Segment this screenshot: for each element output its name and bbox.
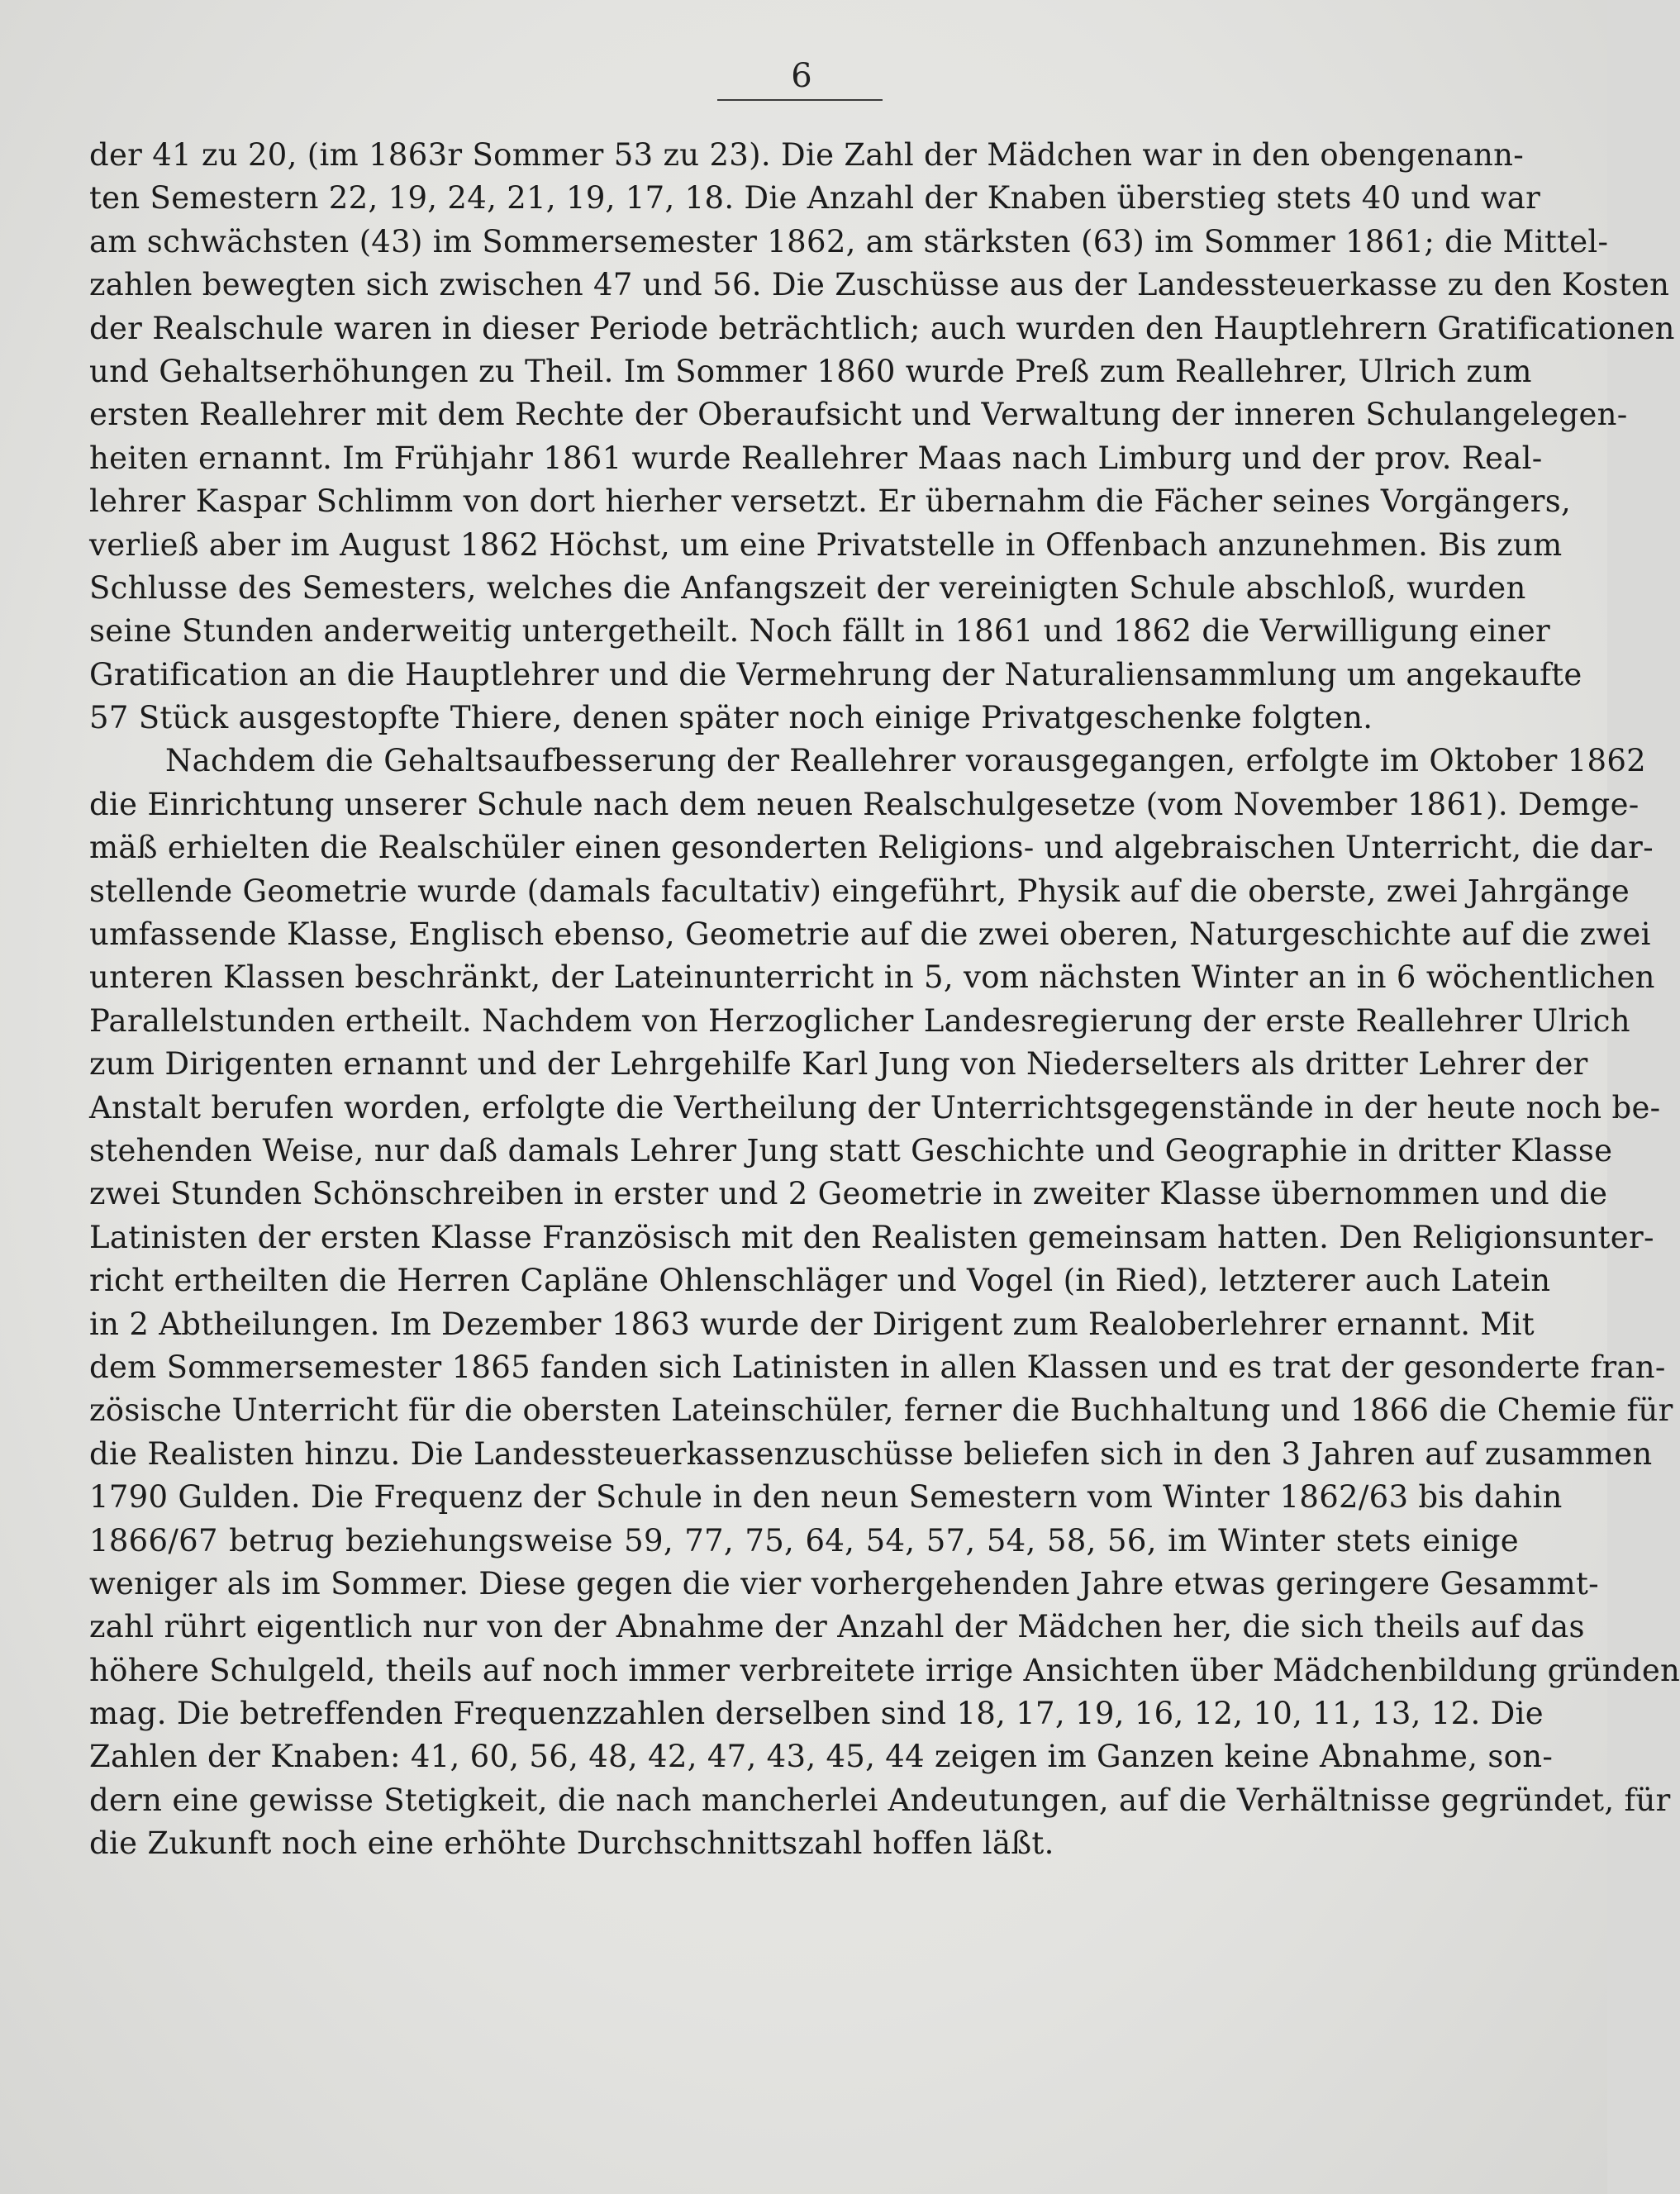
text-line: stehenden Weise, nur daß damals Lehrer Jung statt Geschichte und Geographie in dritter Klasse bbox=[89, 1132, 1613, 1168]
text-line: zahlen bewegten sich zwischen 47 und 56. Die Zuschüsse aus der Landessteuerkasse zu den Kosten bbox=[89, 267, 1670, 303]
text-line: zum Dirigenten ernannt und der Lehrgehilfe Karl Jung von Niederselters als dritter Lehrer der bbox=[89, 1046, 1588, 1083]
text-line: 1790 Gulden. Die Frequenz der Schule in den neun Semestern vom Winter 1862/63 bis dahin bbox=[89, 1479, 1563, 1516]
text-line: der Realschule waren in dieser Periode beträchtlich; auch wurden den Hauptlehrern Gratificationen bbox=[89, 310, 1675, 346]
text-line: seine Stunden anderweitig untergetheilt. Noch fällt in 1861 und 1862 die Verwilligung einer bbox=[89, 613, 1551, 650]
text-line: dern eine gewisse Stetigkeit, die nach mancherlei Andeutungen, auf die Verhältnisse gegründet, für bbox=[89, 1782, 1671, 1818]
text-line: und Gehaltserhöhungen zu Theil. Im Sommer 1860 wurde Preß zum Reallehrer, Ulrich zum bbox=[89, 353, 1532, 389]
text-line: Parallelstunden ertheilt. Nachdem von Herzoglicher Landesregierung der erste Reallehrer Ulrich bbox=[89, 1002, 1630, 1039]
text-line: ersten Reallehrer mit dem Rechte der Oberaufsicht und Verwaltung der inneren Schulangelegen- bbox=[89, 397, 1628, 433]
text-line: richt ertheilten die Herren Capläne Ohlenschläger und Vogel (in Ried), letzterer auch Latein bbox=[89, 1263, 1551, 1299]
text-line: die Realisten hinzu. Die Landessteuerkassenzuschüsse beliefen sich in den 3 Jahren auf zusammen bbox=[89, 1435, 1653, 1472]
text-line: am schwächsten (43) im Sommersemester 1862, am stärksten (63) im Sommer 1861; die Mittel- bbox=[89, 223, 1609, 259]
body-text bbox=[89, 134, 1680, 1866]
text-line: verließ aber im August 1862 Höchst, um eine Privatstelle in Offenbach anzunehmen. Bis zum bbox=[89, 526, 1563, 563]
text-line: Latinisten der ersten Klasse Französisch mit den Realisten gemeinsam hatten. Den Religionsunter- bbox=[89, 1219, 1654, 1255]
text-line: stellende Geometrie wurde (damals facultativ) eingeführt, Physik auf die oberste, zwei Jahrgänge bbox=[89, 873, 1630, 909]
page-number: 6 bbox=[791, 57, 812, 95]
text-line: Zahlen der Knaben: 41, 60, 56, 48, 42, 47, 43, 45, 44 zeigen im Ganzen keine Abnahme, son- bbox=[89, 1739, 1554, 1775]
text-line: höhere Schulgeld, theils auf noch immer verbreitete irrige Ansichten über Mädchenbildung gründen bbox=[89, 1652, 1680, 1688]
text-line: die Zukunft noch eine erhöhte Durchschnittszahl hoffen läßt. bbox=[89, 1825, 1054, 1862]
text-line: mäß erhielten die Realschüler einen gesonderten Religions- und algebraischen Unterricht, die dar- bbox=[89, 830, 1654, 866]
text-line: zwei Stunden Schönschreiben in erster und 2 Geometrie in zweiter Klasse übernommen und die bbox=[89, 1176, 1608, 1212]
text-line: zösische Unterricht für die obersten Lateinschüler, ferner die Buchhaltung und 1866 die Chemie für bbox=[89, 1392, 1673, 1429]
text-line: Anstalt berufen worden, erfolgte die Vertheilung der Unterrichtsgegenstände in der heute noch be- bbox=[89, 1089, 1661, 1126]
text-line: in 2 Abtheilungen. Im Dezember 1863 wurde der Dirigent zum Realoberlehrer ernannt. Mit bbox=[89, 1306, 1535, 1342]
text-line: ten Semestern 22, 19, 24, 21, 19, 17, 18. Die Anzahl der Knaben überstieg stets 40 und war bbox=[89, 180, 1541, 217]
text-line: mag. Die betreffenden Frequenzzahlen derselben sind 18, 17, 19, 16, 12, 10, 11, 13, 12. Die bbox=[89, 1696, 1544, 1732]
text-line: 1866/67 betrug beziehungsweise 59, 77, 75, 64, 54, 57, 54, 58, 56, im Winter stets einige bbox=[89, 1522, 1519, 1559]
text-line: 57 Stück ausgestopfte Thiere, denen später noch einige Privatgeschenke folgten. bbox=[89, 700, 1373, 736]
text-line: weniger als im Sommer. Diese gegen die vier vorhergehenden Jahre etwas geringere Gesammt- bbox=[89, 1565, 1599, 1601]
text-line: Gratification an die Hauptlehrer und die Vermehrung der Naturaliensammlung um angekaufte bbox=[89, 656, 1582, 692]
text-line: die Einrichtung unserer Schule nach dem neuen Realschulgesetze (vom November 1861). Demge- bbox=[89, 786, 1640, 822]
text-line: heiten ernannt. Im Frühjahr 1861 wurde Reallehrer Maas nach Limburg und der prov. Real- bbox=[89, 440, 1543, 476]
text-line: Schlusse des Semesters, welches die Anfangszeit der vereinigten Schule abschloß, wurden bbox=[89, 569, 1526, 606]
text-line: unteren Klassen beschränkt, der Lateinunterricht in 5, vom nächsten Winter an in 6 wöchentlichen bbox=[89, 959, 1655, 996]
text-line: dem Sommersemester 1865 fanden sich Latinisten in allen Klassen und es trat der gesonderte fran- bbox=[89, 1349, 1666, 1385]
header-rule bbox=[717, 99, 883, 101]
text-line: umfassende Klasse, Englisch ebenso, Geometrie auf die zwei oberen, Naturgeschichte auf die zwei bbox=[89, 916, 1651, 953]
text-line: der 41 zu 20, (im 1863r Sommer 53 zu 23). Die Zahl der Mädchen war in den obengenann- bbox=[89, 137, 1525, 173]
text-line: lehrer Kaspar Schlimm von dort hierher versetzt. Er übernahm die Fächer seines Vorgängers, bbox=[89, 483, 1572, 520]
text-line: zahl rührt eigentlich nur von der Abnahme der Anzahl der Mädchen her, die sich theils auf das bbox=[89, 1609, 1585, 1645]
text-line: Nachdem die Gehaltsaufbesserung der Reallehrer vorausgegangen, erfolgte im Oktober 1862 bbox=[165, 743, 1647, 779]
